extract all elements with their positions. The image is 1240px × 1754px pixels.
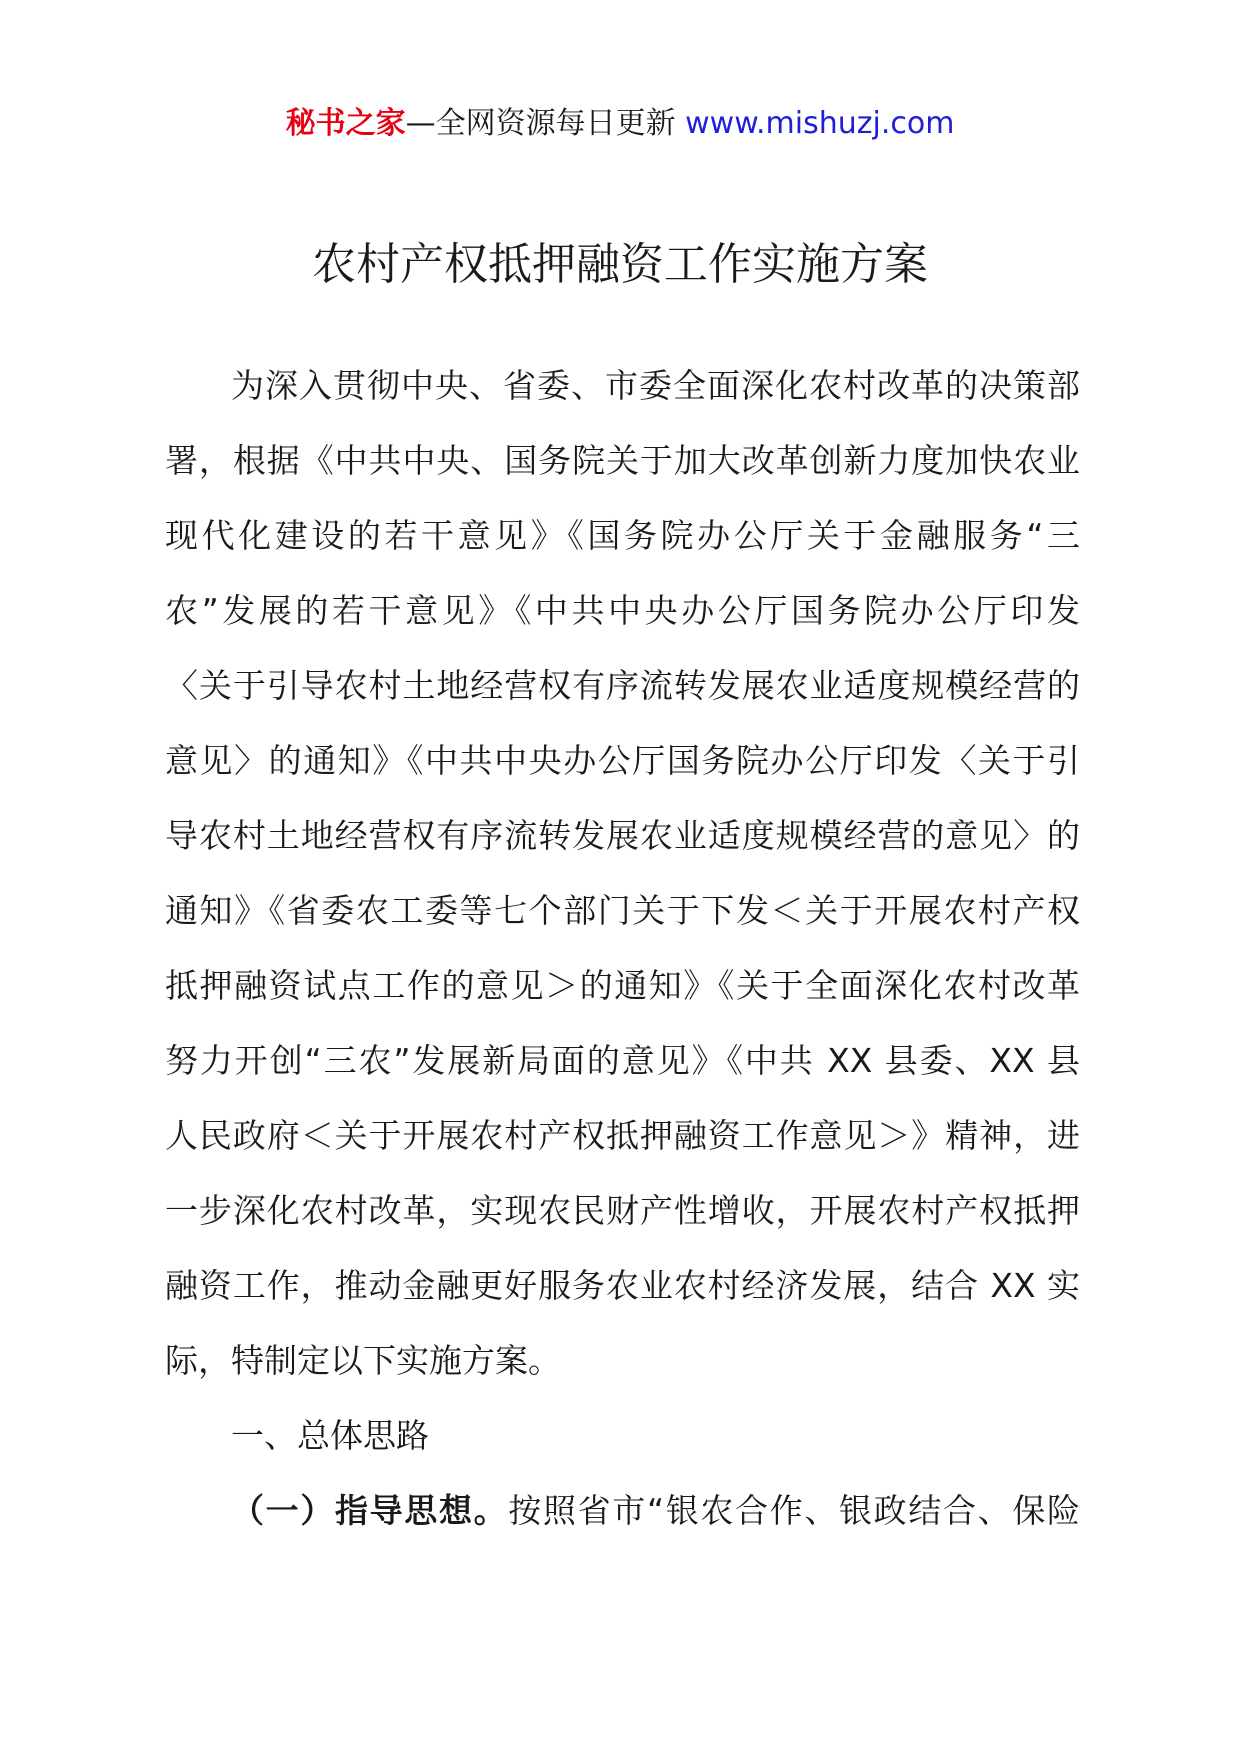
subsection-text: 按照省市“银农合作、银政结合、保险: [508, 1491, 1080, 1530]
body-line: 农”发展的若干意见》《中共中央办公厅国务院办公厅印发: [165, 591, 1080, 630]
body-line: 〈关于引导农村土地经营权有序流转发展农业适度规模经营的: [165, 666, 1080, 705]
body-line: 人民政府＜关于开展农村产权抵押融资工作意见＞》精神，进: [165, 1116, 1080, 1155]
body-line: 融资工作，推动金融更好服务农业农村经济发展，结合 XX 实: [165, 1266, 1080, 1305]
body-line: 导农村土地经营权有序流转发展农业适度规模经营的意见〉的: [165, 816, 1080, 855]
site-url-link[interactable]: www.mishuzj.com: [685, 106, 955, 141]
body-line: 际，特制定以下实施方案。: [165, 1341, 561, 1380]
body-line: 意见〉的通知》《中共中央办公厅国务院办公厅印发〈关于引: [165, 741, 1080, 780]
document-title: 农村产权抵押融资工作实施方案: [312, 239, 928, 290]
body-line: 抵押融资试点工作的意见＞的通知》《关于全面深化农村改革: [165, 966, 1080, 1005]
brand-name: 秘书之家: [285, 106, 406, 141]
header-tagline: —全网资源每日更新: [405, 106, 686, 141]
section-heading: 一、总体思路: [231, 1416, 429, 1455]
page-header: [0, 104, 1240, 144]
body-line: 通知》《省委农工委等七个部门关于下发＜关于开展农村产权: [165, 891, 1080, 930]
body-line: 现代化建设的若干意见》《国务院办公厅关于金融服务“三: [165, 516, 1080, 555]
document-body: [165, 348, 1080, 1548]
subsection-label: （一）指导思想。: [231, 1491, 509, 1530]
subsection-line: [165, 1473, 1080, 1548]
body-line: 努力开创“三农”发展新局面的意见》《中共 XX 县委、XX 县: [165, 1041, 1080, 1080]
body-line: 一步深化农村改革，实现农民财产性增收，开展农村产权抵押: [165, 1191, 1080, 1230]
body-line: 为深入贯彻中央、省委、市委全面深化农村改革的决策部: [231, 366, 1080, 405]
body-line: 署，根据《中共中央、国务院关于加大改革创新力度加快农业: [165, 441, 1080, 480]
